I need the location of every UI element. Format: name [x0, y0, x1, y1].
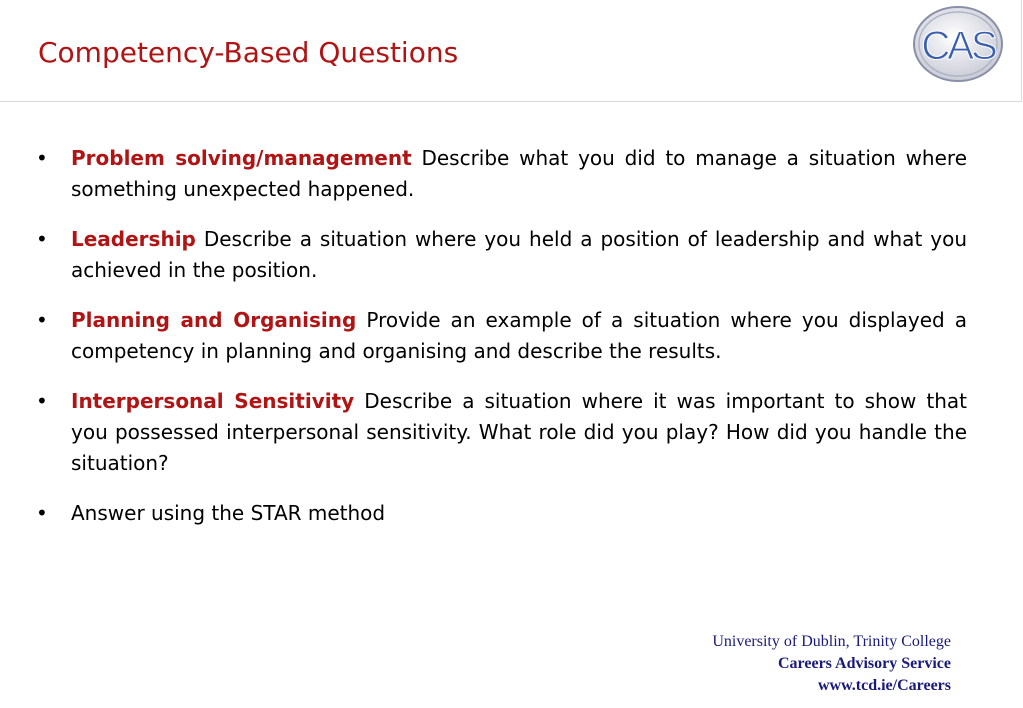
bullet-leadership — [36, 224, 967, 286]
footer-university: University of Dublin, Trinity College — [712, 633, 951, 650]
footer-url: www.tcd.ie/Careers — [818, 677, 951, 694]
logo-text: CAS — [921, 24, 995, 68]
bullet-text: Answer using the STAR method — [71, 501, 386, 525]
bullet-term: Leadership — [71, 227, 196, 251]
bullet-problem-solving — [36, 143, 967, 205]
bullet-text: Describe what you did to manage a situation where something unexpected happened. — [71, 146, 967, 201]
bullet-text: Describe a situation where it was important to show that you possessed interpersonal sensitivity. What role did you play? How did you handle the situation? — [71, 389, 968, 475]
bullet-term: Interpersonal Sensitivity — [71, 389, 355, 413]
slide-title: Competency-Based Questions — [38, 36, 459, 69]
cas-logo — [910, 4, 1006, 84]
bullet-star-method — [36, 498, 967, 529]
slide-header — [0, 0, 1022, 102]
bullet-term: Problem solving/management — [71, 146, 412, 170]
footer-service: Careers Advisory Service — [778, 655, 951, 672]
footer — [712, 631, 951, 697]
bullet-interpersonal — [36, 386, 967, 479]
bullet-term: Planning and Organising — [71, 308, 357, 332]
bullet-list — [36, 143, 967, 548]
bullet-text: Provide an example of a situation where you displayed a competency in planning and organising and describe the results. — [71, 308, 967, 363]
bullet-planning — [36, 305, 967, 367]
bullet-text: Describe a situation where you held a position of leadership and what you achieved in the position. — [71, 227, 967, 282]
